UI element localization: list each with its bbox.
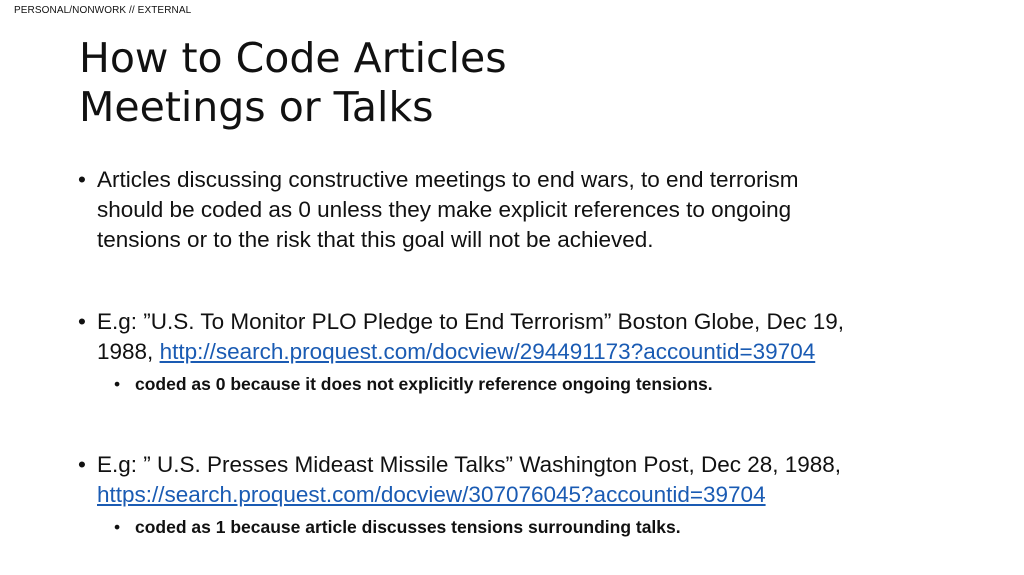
bullet-line (97, 480, 957, 510)
slide-title (79, 34, 507, 132)
slide-title-line-1: How to Code Articles (79, 34, 507, 82)
proquest-link-1[interactable]: http://search.proquest.com/docview/294491173?accountid=39704 (159, 339, 816, 364)
bullet-text (97, 307, 957, 367)
slide-title-line-2: Meetings or Talks (79, 83, 434, 131)
bullet-line: Articles discussing constructive meetings to end wars, to end terrorism (97, 167, 799, 192)
sub-bullet-text: coded as 1 because article discusses tensions surrounding talks. (135, 517, 681, 537)
bullet-line-prefix: 1988, (97, 339, 160, 364)
sub-bullet-dot-icon: • (114, 374, 121, 394)
proquest-link-2[interactable]: https://search.proquest.com/docview/307076045?accountid=39704 (97, 482, 766, 507)
classification-label: PERSONAL/NONWORK // EXTERNAL (14, 5, 192, 16)
sub-bullet-text: coded as 0 because it does not explicitly reference ongoing tensions. (135, 374, 713, 394)
bullet-text (97, 165, 957, 255)
bullet-line: E.g: ”U.S. To Monitor PLO Pledge to End Terrorism” Boston Globe, Dec 19, (97, 309, 845, 334)
bullet-dot-icon: • (78, 167, 86, 192)
sub-bullet-dot-icon: • (114, 517, 121, 537)
bullet-dot-icon: • (78, 452, 86, 477)
bullet-line: should be coded as 0 unless they make explicit references to ongoing (97, 197, 792, 222)
bullet-line: tensions or to the risk that this goal will not be achieved. (97, 227, 654, 252)
bullet-text (97, 450, 957, 510)
bullet-dot-icon: • (78, 309, 86, 334)
bullet-line (97, 337, 957, 367)
bullet-line: E.g: ” U.S. Presses Mideast Missile Talks” Washington Post, Dec 28, 1988, (97, 452, 842, 477)
